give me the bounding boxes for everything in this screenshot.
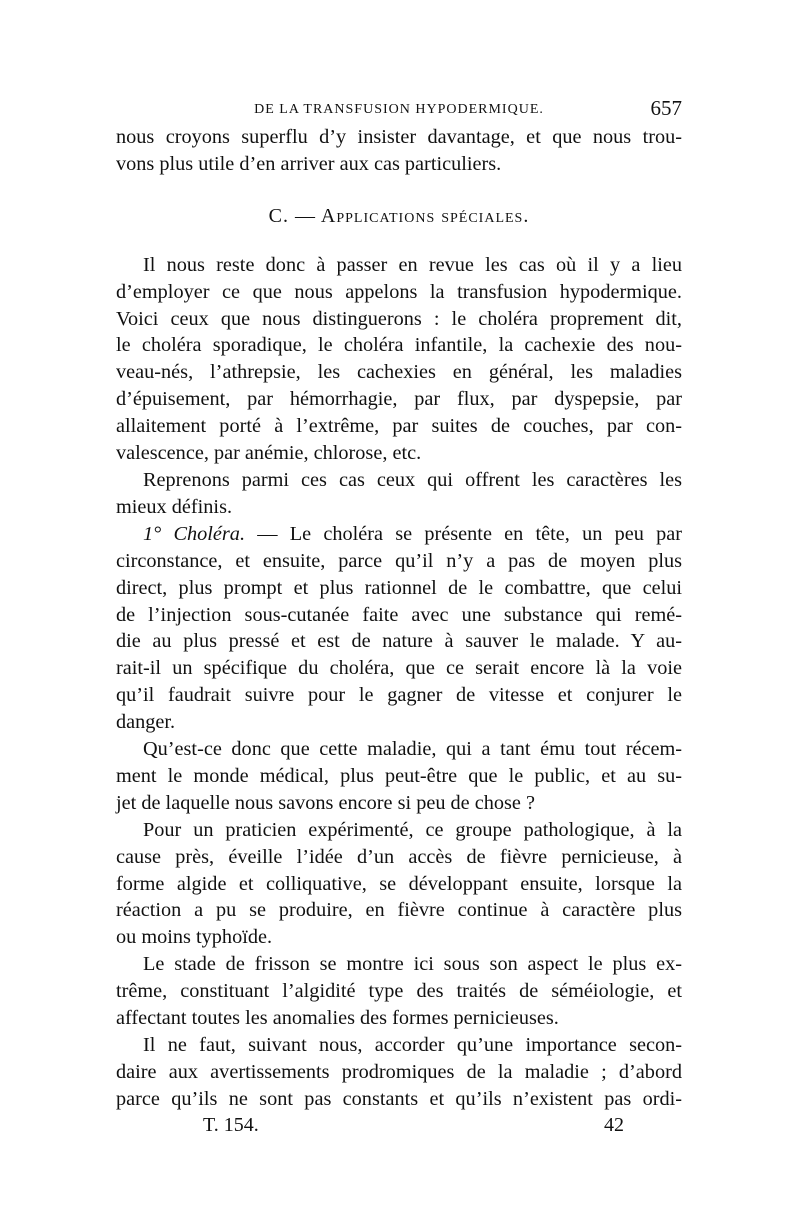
paragraph-6 — [116, 951, 682, 1032]
text-line: die au plus pressé et est de nature à sauver le malade. Y au- — [116, 630, 682, 653]
paragraph-7 — [116, 1032, 682, 1113]
text-span: — Le choléra se présente en tête, un peu par — [245, 522, 682, 545]
text-line: Il nous reste donc à passer en revue les cas où il y a lieu — [143, 253, 682, 276]
text-line: mieux définis. — [116, 495, 233, 518]
text-line: cause près, éveille l’idée d’un accès de fièvre pernicieuse, à — [116, 845, 682, 868]
text-line: allaitement porté à l’extrême, par suites de couches, par con- — [116, 415, 682, 438]
text-line: Reprenons parmi ces cas ceux qui offrent les caractères les — [143, 468, 682, 491]
running-title: DE LA TRANSFUSION HYPODERMIQUE. — [254, 102, 544, 117]
text-line: jet de laquelle nous savons encore si peu de chose ? — [116, 791, 536, 814]
paragraph-2 — [116, 467, 682, 521]
text-line: valescence, par anémie, chlorose, etc. — [116, 442, 422, 465]
text-line: Il ne faut, suivant nous, accorder qu’une importance secon- — [143, 1034, 682, 1056]
text-line: direct, plus prompt et plus rationnel de le combattre, que celui — [116, 576, 682, 599]
text-line: réaction a pu se produire, en fièvre continue à caractère plus — [116, 899, 682, 922]
page-number: 657 — [650, 96, 682, 120]
text-line: qu’il faudrait suivre pour le gagner de vitesse et conjurer le — [116, 684, 682, 707]
text-line: d’employer ce que nous appelons la transfusion hypodermique. — [116, 280, 682, 303]
paragraph-1 — [116, 252, 682, 467]
text-line: Qu’est-ce donc que cette maladie, qui a tant ému tout récem- — [143, 738, 682, 761]
text-line: Voici ceux que nous distinguerons : le choléra proprement dit, — [116, 307, 682, 330]
text-line: vons plus utile d’en arriver aux cas particuliers. — [116, 152, 502, 175]
body-text — [116, 124, 682, 1113]
paragraph-5 — [116, 817, 682, 952]
text-line: parce qu’ils ne sont pas constants et qu’ils n’existent pas ordi- — [116, 1087, 682, 1110]
volume-mark: T. 154. — [203, 1114, 259, 1136]
text-line: circonstance, et ensuite, parce qu’il n’y a pas de moyen plus — [116, 549, 682, 572]
text-line: Pour un praticien expérimenté, ce groupe pathologique, à la — [143, 818, 682, 841]
text-line: Le stade de frisson se montre ici sous son aspect le plus ex- — [143, 953, 682, 976]
paragraph-3 — [116, 521, 682, 736]
running-header — [116, 96, 682, 124]
paragraph-intro — [116, 124, 682, 178]
text-line: daire aux avertissements prodromiques de la maladie ; d’abord — [116, 1060, 682, 1083]
text-line: forme algide et colliquative, se développant ensuite, lorsque la — [116, 872, 682, 895]
text-line: affectant toutes les anomalies des formes pernicieuses. — [116, 1007, 559, 1030]
paragraph-4 — [116, 736, 682, 817]
text-line: d’épuisement, par hémorrhagie, par flux, par dyspepsie, par — [116, 388, 682, 411]
text-line: de l’injection sous-cutanée faite avec une substance qui remé- — [116, 603, 682, 626]
paragraph-heading: 1° Choléra. — [143, 522, 246, 545]
text-line: danger. — [116, 711, 176, 734]
signature-mark: 42 — [604, 1114, 624, 1136]
footer-signature-line — [0, 1114, 800, 1146]
text-line: nous croyons superflu d’y insister davantage, et que nous trou- — [116, 126, 682, 148]
text-line: rait-il un spécifique du choléra, que ce serait encore là la voie — [116, 657, 682, 680]
text-line: ou moins typhoïde. — [116, 926, 273, 949]
section-heading: C. — Applications spéciales. — [268, 204, 530, 227]
text-line: le choléra sporadique, le choléra infantile, la cachexie des nou- — [116, 334, 682, 357]
text-line: veau-nés, l’athrepsie, les cachexies en général, les maladies — [116, 361, 682, 384]
text-line — [116, 521, 682, 548]
text-line: ment le monde médical, plus peut-être que le public, et au su- — [116, 764, 682, 787]
text-line: trême, constituant l’algidité type des traités de séméiologie, et — [116, 980, 682, 1003]
